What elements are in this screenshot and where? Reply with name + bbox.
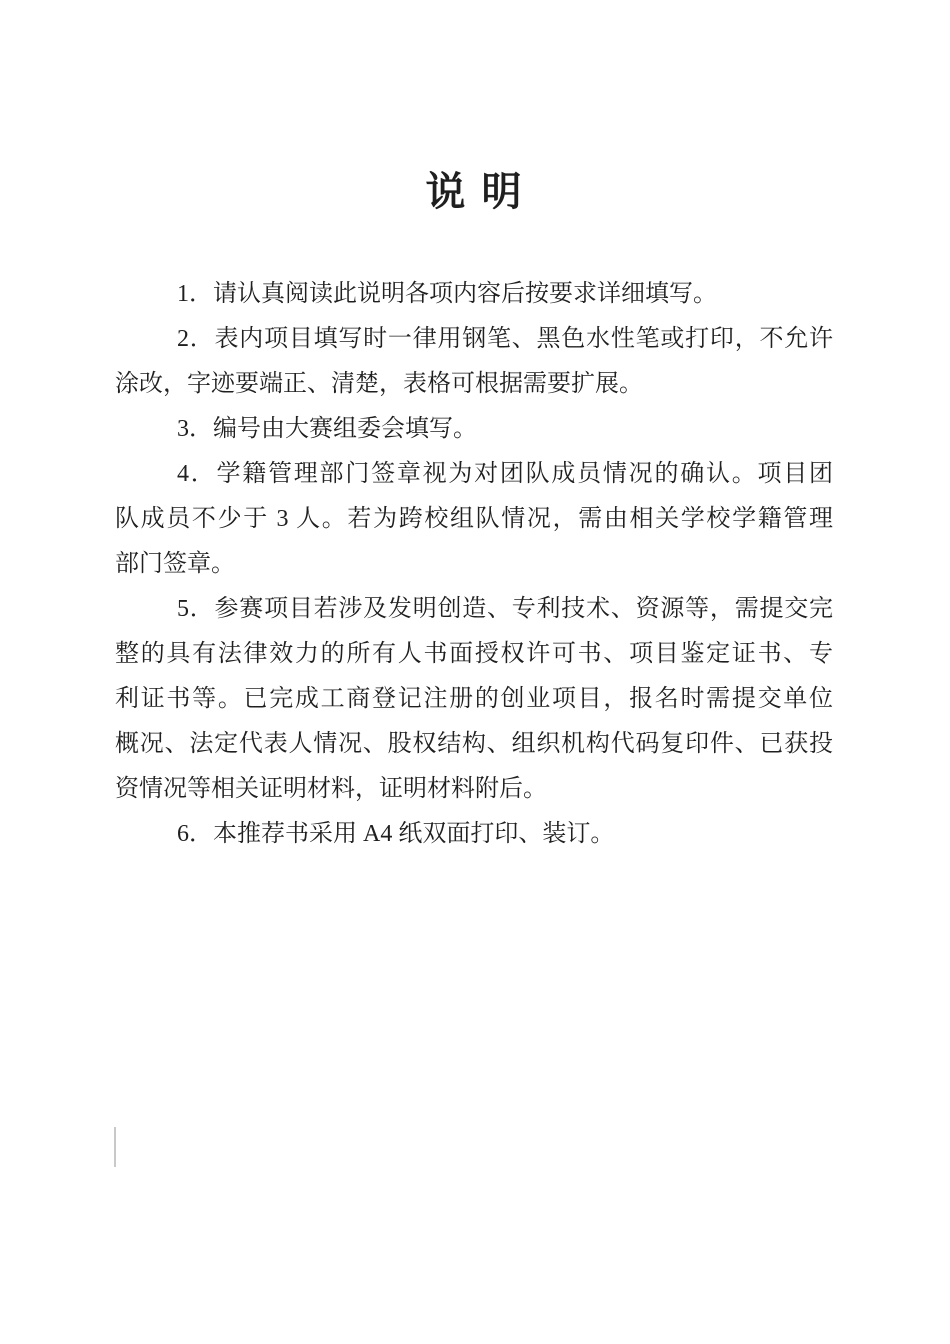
text-line: 1．请认真阅读此说明各项内容后按要求详细填写。 (177, 281, 717, 307)
instruction-item-6 (115, 812, 833, 857)
text-line: 整的具有法律效力的所有人书面授权许可书、项目鉴定证书、专 (115, 641, 833, 667)
text-line: 部门签章。 (115, 551, 235, 577)
instructions-list (115, 272, 833, 857)
text-line: 队成员不少于 3 人。若为跨校组队情况，需由相关学校学籍管理 (115, 506, 833, 532)
text-line: 利证书等。已完成工商登记注册的创业项目，报名时需提交单位 (115, 686, 833, 712)
text-line: 3．编号由大赛组委会填写。 (177, 416, 477, 442)
instruction-item-5 (115, 587, 833, 812)
text-line: 4．学籍管理部门签章视为对团队成员情况的确认。项目团 (177, 461, 833, 487)
text-line: 2．表内项目填写时一律用钢笔、黑色水性笔或打印，不允许 (177, 326, 833, 352)
text-line: 6．本推荐书采用 A4 纸双面打印、装订。 (177, 821, 615, 847)
text-line: 资情况等相关证明材料，证明材料附后。 (115, 776, 547, 802)
instruction-item-1 (115, 272, 833, 317)
text-line: 涂改，字迹要端正、清楚，表格可根据需要扩展。 (115, 371, 643, 397)
stray-mark (114, 1127, 116, 1167)
page-title: 说 明 (425, 169, 525, 214)
instruction-item-3 (115, 407, 833, 452)
text-line: 概况、法定代表人情况、股权结构、组织机构代码复印件、已获投 (115, 731, 833, 757)
text-line: 5．参赛项目若涉及发明创造、专利技术、资源等，需提交完 (177, 596, 833, 622)
instruction-item-4 (115, 452, 833, 587)
instruction-item-2 (115, 317, 833, 407)
